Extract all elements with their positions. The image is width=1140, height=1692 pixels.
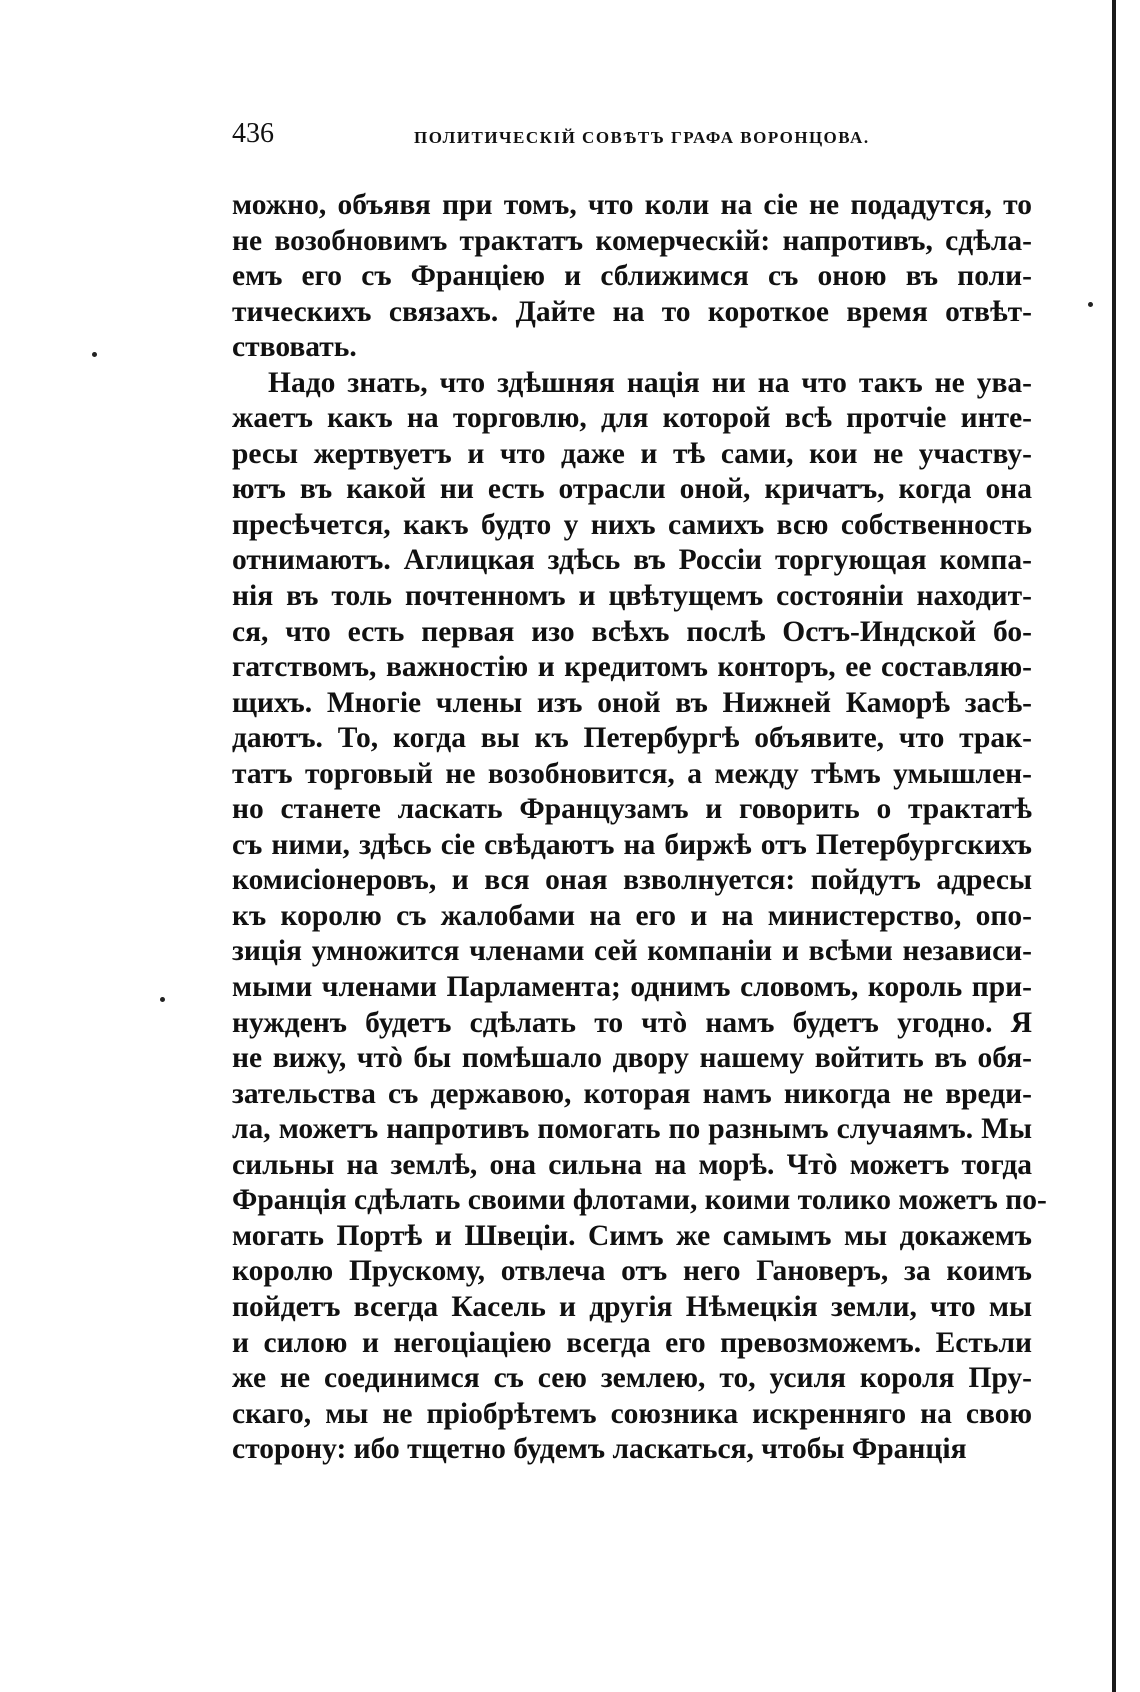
paragraph: [232, 366, 1047, 1468]
text-line: можно, объявя при томъ, что коли на сіе не подадутся, то: [232, 189, 1032, 221]
text-line: Надо знать, что здѣшняя нація ни на что такъ не ува-: [268, 366, 1032, 399]
text-line: комисіонеровъ, и вся оная взволнуется: пойдутъ адресы: [232, 864, 1032, 897]
text-line: ютъ въ какой ни есть отрасли оной, кричатъ, когда она: [232, 473, 1032, 506]
text-line: сильны на землѣ, она сильна на морѣ. Чтò можетъ тогда: [232, 1148, 1032, 1181]
text-line: ресы жертвуетъ и что даже и тѣ сами, кои не участву-: [232, 437, 1032, 470]
text-line: нія въ толь почтенномъ и цвѣтущемъ состояніи находит-: [232, 580, 1032, 613]
text-line: ла, можетъ напротивъ помогать по разнымъ случаямъ. Мы: [232, 1113, 1032, 1146]
text-line: пойдетъ всегда Касель и другія Нѣмецкія земли, что мы: [232, 1290, 1032, 1323]
text-line: отнимаютъ. Аглицкая здѣсь въ Россіи торгующая компа-: [232, 544, 1032, 577]
text-line: емъ его съ Франціею и сближимся съ онoю въ поли-: [232, 260, 1032, 293]
text-line: ствовать.: [232, 331, 357, 364]
text-line: мыми членами Парламента; однимъ словомъ, король при-: [232, 971, 1032, 1004]
text-line: пресѣчется, какъ будто у нихъ самихъ всю собственность: [232, 508, 1032, 541]
text-line: скаго, мы не пріобрѣтемъ союзника искренняго на свою: [232, 1397, 1032, 1430]
text-line: тическихъ связахъ. Дайте на то короткое время отвѣт-: [232, 295, 1032, 328]
text-line: и силою и негоціаціею всегда его превозможемъ. Естьли: [232, 1326, 1032, 1359]
text-line: съ ними, здѣсь сіе свѣдаютъ на биржѣ отъ Петербургскихъ: [232, 828, 1032, 861]
running-head: [232, 118, 1032, 154]
text-line: Франція сдѣлать своими флотами, коими толико можетъ по-: [232, 1184, 1047, 1217]
book-page: [232, 118, 1047, 1468]
text-line: нужденъ будетъ сдѣлать то чтò намъ будетъ угодно. Я: [232, 1006, 1032, 1039]
text-line: даютъ. То, когда вы къ Петербургѣ объявите, что трак-: [232, 722, 1032, 755]
margin-speck: [160, 997, 165, 1002]
text-line: жаетъ какъ на торговлю, для которой всѣ протчіе инте-: [232, 402, 1032, 435]
text-line: къ королю съ жалобами на его и на министерство, опо-: [232, 899, 1032, 932]
text-line: могать Портѣ и Швеціи. Симъ же самымъ мы докажемъ: [232, 1219, 1032, 1252]
margin-speck: [92, 352, 97, 357]
text-line: же не соединимся съ сею землею, то, усиля короля Пру-: [232, 1362, 1032, 1395]
body-text: [232, 188, 1047, 1468]
page-number: 436: [232, 118, 274, 149]
text-line: королю Прускому, отвлеча отъ него Гановеръ, за коимъ: [232, 1255, 1032, 1288]
text-line: татъ торговый не возобновится, а между тѣмъ умышлен-: [232, 757, 1032, 790]
text-line: но станете ласкать Французамъ и говорить о трактатѣ: [232, 793, 1032, 826]
margin-speck: [1088, 302, 1093, 307]
running-title: ПОЛИТИЧЕСКІЙ СОВѢТЪ ГРАФА ВОРОНЦОВА.: [414, 128, 870, 147]
text-line: не вижу, чтò бы помѣшало двору нашему войтить въ обя-: [232, 1042, 1032, 1075]
text-line: сторону: ибо тщетно будемъ ласкаться, чтобы Франція: [232, 1433, 967, 1466]
text-line: зательства съ державою, которая намъ никогда не вреди-: [232, 1077, 1032, 1110]
paragraph: [232, 188, 1032, 366]
text-line: ся, что есть первая изо всѣхъ послѣ Остъ-Индской бо-: [232, 615, 1032, 648]
text-line: щихъ. Многіе члены изъ оной въ Нижней Каморѣ засѣ-: [232, 686, 1032, 719]
text-line: гатствомъ, важностію и кредитомъ конторъ, ее составляю-: [232, 651, 1032, 684]
text-line: не возобновимъ трактатъ комерческій: напротивъ, сдѣла-: [232, 224, 1032, 257]
text-line: зиція умножится членами сей компаніи и всѣми независи-: [232, 935, 1032, 968]
page-edge-line: [1112, 0, 1116, 1692]
